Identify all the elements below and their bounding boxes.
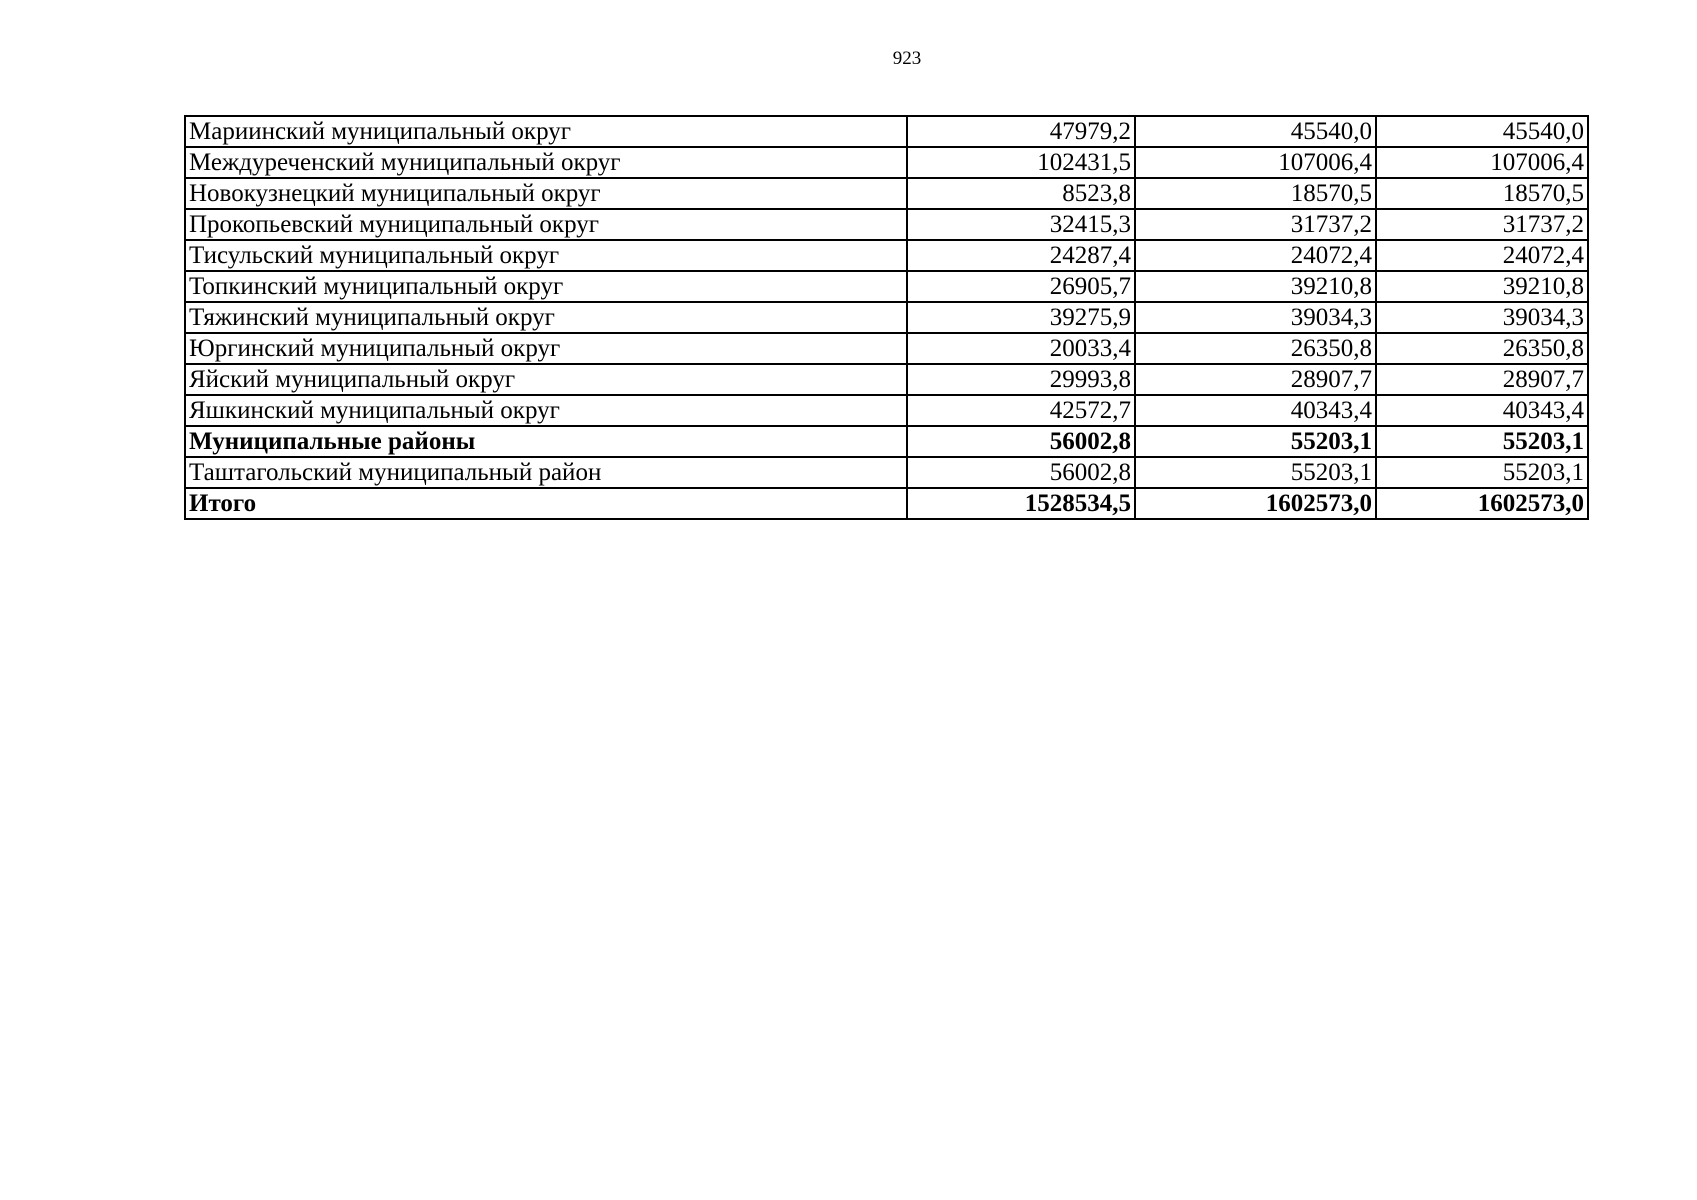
table-row [185, 364, 1588, 395]
row-name-cell: Юргинский муниципальный округ [185, 333, 907, 364]
table-row [185, 302, 1588, 333]
table-row [185, 209, 1588, 240]
value-cell-1: 47979,2 [907, 116, 1135, 147]
value-cell-1: 1528534,5 [907, 488, 1135, 519]
value-cell-3: 31737,2 [1376, 209, 1588, 240]
table-row [185, 395, 1588, 426]
row-name-cell: Яшкинский муниципальный округ [185, 395, 907, 426]
value-cell-3: 107006,4 [1376, 147, 1588, 178]
value-cell-2: 55203,1 [1135, 426, 1376, 457]
budget-table-body [185, 116, 1588, 519]
value-cell-3: 39034,3 [1376, 302, 1588, 333]
row-name-cell: Тисульский муниципальный округ [185, 240, 907, 271]
row-name-cell: Итого [185, 488, 907, 519]
value-cell-3: 26350,8 [1376, 333, 1588, 364]
value-cell-2: 18570,5 [1135, 178, 1376, 209]
value-cell-2: 28907,7 [1135, 364, 1376, 395]
value-cell-3: 24072,4 [1376, 240, 1588, 271]
value-cell-1: 26905,7 [907, 271, 1135, 302]
value-cell-1: 56002,8 [907, 457, 1135, 488]
total-row [185, 488, 1588, 519]
value-cell-1: 102431,5 [907, 147, 1135, 178]
value-cell-2: 31737,2 [1135, 209, 1376, 240]
value-cell-3: 45540,0 [1376, 116, 1588, 147]
value-cell-2: 24072,4 [1135, 240, 1376, 271]
table-row [185, 271, 1588, 302]
value-cell-2: 45540,0 [1135, 116, 1376, 147]
row-name-cell: Прокопьевский муниципальный округ [185, 209, 907, 240]
value-cell-3: 18570,5 [1376, 178, 1588, 209]
value-cell-3: 1602573,0 [1376, 488, 1588, 519]
value-cell-1: 39275,9 [907, 302, 1135, 333]
value-cell-1: 24287,4 [907, 240, 1135, 271]
table-row [185, 240, 1588, 271]
value-cell-2: 39034,3 [1135, 302, 1376, 333]
value-cell-1: 29993,8 [907, 364, 1135, 395]
value-cell-3: 55203,1 [1376, 426, 1588, 457]
value-cell-2: 40343,4 [1135, 395, 1376, 426]
row-name-cell: Муниципальные районы [185, 426, 907, 457]
value-cell-2: 26350,8 [1135, 333, 1376, 364]
value-cell-3: 40343,4 [1376, 395, 1588, 426]
page-number: 923 [892, 48, 922, 69]
value-cell-3: 39210,8 [1376, 271, 1588, 302]
value-cell-2: 1602573,0 [1135, 488, 1376, 519]
subtotal-row [185, 426, 1588, 457]
table-row [185, 178, 1588, 209]
row-name-cell: Яйский муниципальный округ [185, 364, 907, 395]
value-cell-2: 39210,8 [1135, 271, 1376, 302]
table-row [185, 116, 1588, 147]
value-cell-1: 8523,8 [907, 178, 1135, 209]
row-name-cell: Междуреченский муниципальный округ [185, 147, 907, 178]
value-cell-1: 20033,4 [907, 333, 1135, 364]
row-name-cell: Новокузнецкий муниципальный округ [185, 178, 907, 209]
value-cell-1: 32415,3 [907, 209, 1135, 240]
budget-table [184, 115, 1589, 520]
row-name-cell: Таштагольский муниципальный район [185, 457, 907, 488]
value-cell-3: 28907,7 [1376, 364, 1588, 395]
value-cell-1: 42572,7 [907, 395, 1135, 426]
value-cell-2: 55203,1 [1135, 457, 1376, 488]
table-row [185, 333, 1588, 364]
table-row [185, 457, 1588, 488]
table-row [185, 147, 1588, 178]
row-name-cell: Тяжинский муниципальный округ [185, 302, 907, 333]
row-name-cell: Топкинский муниципальный округ [185, 271, 907, 302]
row-name-cell: Мариинский муниципальный округ [185, 116, 907, 147]
value-cell-2: 107006,4 [1135, 147, 1376, 178]
value-cell-1: 56002,8 [907, 426, 1135, 457]
value-cell-3: 55203,1 [1376, 457, 1588, 488]
